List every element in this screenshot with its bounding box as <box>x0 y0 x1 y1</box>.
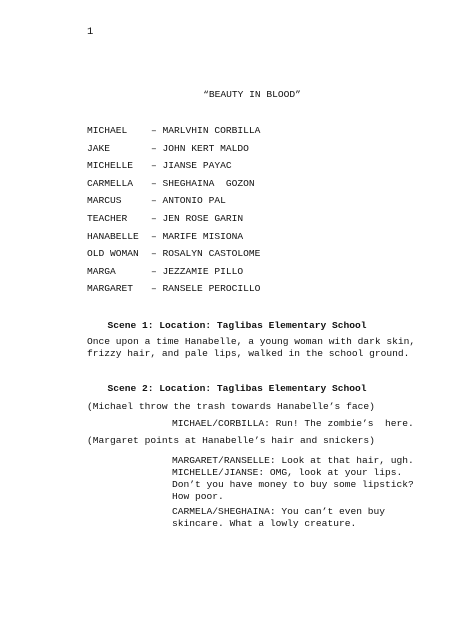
scene-1-heading: Scene 1: Location: Taglibas Elementary School <box>107 320 367 331</box>
cast-actor: – JEZZAMIE PILLO <box>151 265 244 277</box>
cast-actor: – SHEGHAINA GOZON <box>151 177 255 189</box>
cast-role: JAKE <box>87 142 111 154</box>
cast-row <box>87 159 260 177</box>
cast-actor: – JEN ROSE GARIN <box>151 212 244 224</box>
cast-role: MICHAEL <box>87 125 128 136</box>
cast-role: MARGARET <box>87 283 134 295</box>
cast-actor: – MARLVHIN CORBILLA <box>151 125 261 136</box>
scene-2-action-2: (Margaret points at Hanabelle’s hair and snickers) <box>87 435 375 446</box>
cast-actor: – MARIFE MISIONA <box>151 230 244 242</box>
cast-row <box>87 177 260 195</box>
cast-row <box>87 230 260 248</box>
page-number: 1 <box>87 26 94 38</box>
cast-actor: – JIANSE PAYAC <box>151 160 232 172</box>
cast-role: MICHELLE <box>87 160 134 172</box>
script-title: “BEAUTY IN BLOOD” <box>203 89 301 100</box>
cast-actor: – RANSELE PEROCILLO <box>151 283 261 295</box>
cast-row <box>87 247 260 265</box>
scene-2-dialogue-3: CARMELA/SHEGHAINA: You can’t even buy skincare. What a lowly creature. <box>172 506 386 529</box>
cast-row <box>87 282 260 300</box>
scene-2-action-1: (Michael throw the trash towards Hanabelle’s face) <box>87 401 375 412</box>
cast-row <box>87 142 260 160</box>
cast-role: HANABELLE <box>87 230 139 242</box>
cast-role: TEACHER <box>87 212 128 224</box>
cast-row <box>87 124 260 142</box>
cast-actor: – ROSALYN CASTOLOME <box>151 248 261 260</box>
cast-actor: – ANTONIO PAL <box>151 195 226 207</box>
cast-list <box>87 124 260 300</box>
cast-actor: – JOHN KERT MALDO <box>151 142 249 154</box>
cast-row <box>87 212 260 230</box>
cast-role: OLD WOMAN <box>87 248 139 260</box>
cast-role: MARGA <box>87 265 116 277</box>
scene-2-heading: Scene 2: Location: Taglibas Elementary School <box>107 383 367 394</box>
cast-role: MARCUS <box>87 195 122 207</box>
cast-role: CARMELLA <box>87 177 134 189</box>
cast-row <box>87 265 260 283</box>
scene-1-action: Once upon a time Hanabelle, a young woman with dark skin, frizzy hair, and pale lips, walked in the school ground. <box>87 336 416 359</box>
scene-2-dialogue-1: MICHAEL/CORBILLA: Run! The zombie’s here. <box>172 418 414 429</box>
cast-row <box>87 194 260 212</box>
scene-2-dialogue-2: MARGARET/RANSELLE: Look at that hair, ugh. MICHELLE/JIANSE: OMG, look at your lips. Don’t you have money to buy some lipstick? How poor. <box>172 455 414 502</box>
